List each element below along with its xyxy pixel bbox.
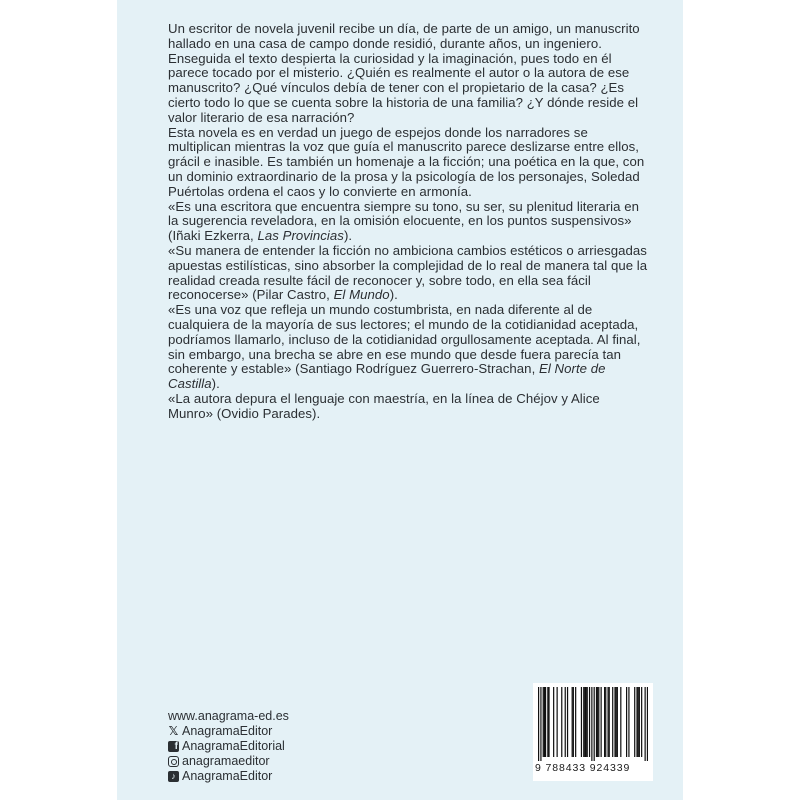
barcode-bar [614, 687, 615, 757]
instagram-link[interactable]: anagramaeditor [168, 754, 289, 769]
barcode-bar [547, 687, 548, 757]
barcode-bar [616, 687, 617, 757]
review-quote: «Es una escritora que encuentra siempre su tono, su ser, su plenitud literaria en la sugerencia reveladora, en la omisión elocuente, en los puntos suspensivos» (Iñaki Ezkerra, Las Provincias). [168, 198, 640, 244]
barcode-bar [634, 687, 635, 757]
barcode-bar [567, 687, 568, 757]
publisher-contacts [168, 709, 289, 784]
barcode-bar [617, 687, 618, 757]
blurb-intro: Un escritor de novela juvenil recibe un día, de parte de un amigo, un manuscrito hallado en una casa de campo donde residió, durante años, un ingeniero. Enseguida el texto despierta la curiosidad y la imaginación, pues todo en él parece tocado por el misterio. ¿Quién es realmente el autor o la autora de ese manuscrito? ¿Qué vínculos debía de tener con el propietario de la casa? ¿Es cierto todo lo que se cuenta sobre la historia de una familia? ¿Y dónde reside el valor literario de esa narración? [168, 21, 640, 125]
barcode-bar [589, 687, 590, 757]
facebook-icon: f [168, 741, 179, 752]
barcode-bar [584, 687, 585, 757]
barcode-bar [575, 687, 576, 757]
review-quote: «Su manera de entender la ficción no ambiciona cambios estéticos o arriesgadas apuestas estilísticas, sino absorber la complejidad de lo real de manera tal que la realidad creada resulte fácil de reconocer y, sobre todo, en ella sea fácil reconocerse» (Pilar Castro, El Mundo). [168, 242, 648, 303]
barcode-bar [641, 687, 642, 757]
barcode-bar [597, 687, 598, 757]
review-quote: «Es una voz que refleja un mundo costumbrista, en nada diferente al de cualquiera de la mayoría de sus lectores; el mundo de la cotidianidad aceptada, podríamos llamarlo, incluso de la cotidianidad orgullosamente aceptada. Al final, sin embargo, una brecha se abre en ese mundo que desde fuera parecía tan coherente y estable» (Santiago Rodríguez Guerrero-Strachan, El Norte de Castilla). [168, 302, 641, 392]
barcode-bar [628, 687, 629, 757]
barcode-bar [594, 687, 595, 761]
barcode-bars [538, 687, 648, 761]
barcode-bar [647, 687, 648, 761]
barcode-bar [638, 687, 639, 757]
barcode-bar [572, 687, 573, 757]
barcode-bar [543, 687, 544, 757]
tiktok-link[interactable]: ♪ AnagramaEditor [168, 769, 289, 784]
blurb-description: Esta novela es en verdad un juego de espejos donde los narradores se multiplican mientras la voz que guía el manuscrito parece deslizarse entre ellos, grácil e inasible. Es también un homenaje a la ficción; una poética en la que, con un dominio extraordinario de la prosa y la psicología de los personajes, Soledad Puértolas ordena el caos y lo convierte en armonía. [168, 124, 645, 199]
barcode-bar [561, 687, 562, 757]
barcode-bar [587, 687, 588, 757]
barcode-bar [573, 687, 574, 757]
barcode-bar [565, 687, 566, 757]
isbn-number: 9 788433 924339 [535, 762, 631, 774]
barcode-bar [605, 687, 606, 757]
barcode-bar [639, 687, 640, 757]
barcode-bar [598, 687, 599, 757]
review-quote: «La autora depura el lenguaje con maestría, en la línea de Chéjov y Alice Munro» (Ovidio Parades). [168, 390, 600, 421]
barcode-bar [620, 687, 621, 757]
quote-source: Las Provincias [257, 228, 344, 244]
tiktok-icon: ♪ [168, 771, 179, 782]
barcode-bar [581, 687, 582, 757]
barcode-bar [538, 687, 539, 761]
blurb-text [168, 22, 648, 422]
barcode-bar [636, 687, 637, 757]
barcode-bar [609, 687, 610, 757]
barcode-bar [540, 687, 541, 761]
barcode-bar [645, 687, 646, 761]
barcode-bar [596, 687, 597, 757]
barcode-bar [607, 687, 608, 757]
barcode-bar [612, 687, 613, 757]
barcode-bar [626, 687, 627, 757]
x-link[interactable]: 𝕏 AnagramaEditor [168, 724, 273, 738]
barcode [533, 683, 653, 781]
barcode-bar [604, 687, 605, 757]
x-icon: 𝕏 [168, 724, 179, 738]
barcode-bar [585, 687, 586, 757]
barcode-bar [545, 687, 546, 757]
barcode-bar [557, 687, 558, 757]
website-link[interactable]: www.anagrama-ed.es [168, 709, 289, 723]
barcode-bar [583, 687, 584, 757]
barcode-bar [601, 687, 602, 757]
barcode-bar [553, 687, 554, 757]
barcode-bar [591, 687, 592, 761]
quote-source: El Mundo [333, 287, 390, 303]
quote-source: El Norte de Castilla [168, 361, 606, 392]
barcode-bar [548, 687, 549, 757]
facebook-link[interactable]: f AnagramaEditorial [168, 739, 289, 754]
barcode-bar [544, 687, 545, 757]
instagram-icon [168, 756, 179, 767]
